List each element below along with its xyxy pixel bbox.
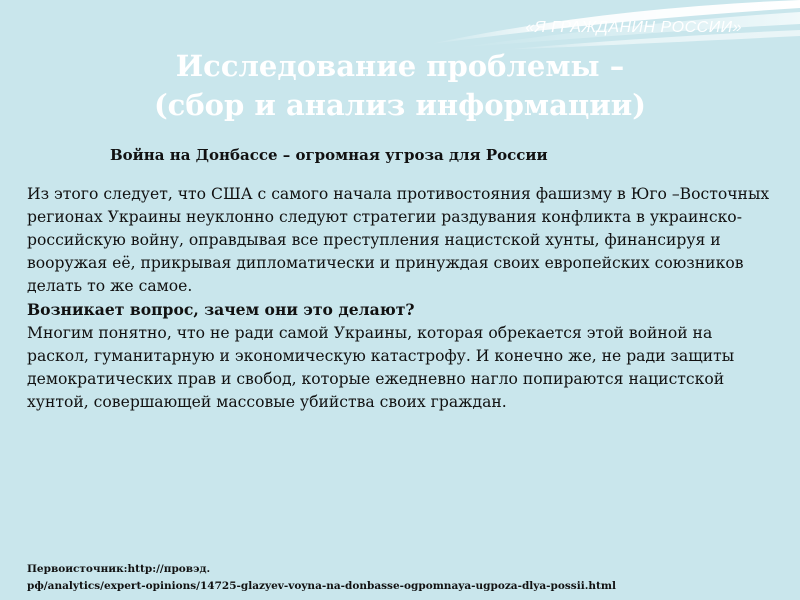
body-paragraph-2: Многим понятно, что не ради самой Украины, которая обрекается этой войной на раскол, гуманитарную и экономическую катастрофу. И конечно же, не ради защиты демократических прав и свобод, которые ежедневно нагло попираются нацистской хунтой, совершающей массовые убийства своих граждан. xyxy=(27,323,735,411)
source-line-1: Первоисточник:http://провэд. xyxy=(27,563,211,575)
header-tag: «Я ГРАЖДАНИН РОССИИ» xyxy=(525,19,742,36)
body-question: Возникает вопрос, зачем они это делают? xyxy=(27,300,415,320)
body-paragraph-1: Из этого следует, что США с самого начала противостояния фашизму в Юго –Восточных регионах Украины неуклонно следуют стратегии раздувания конфликта в украинско-российскую войну, оправдывая все преступления нацистской хунты, финансируя и вооружая её, прикрывая дипломатически и принуждая своих европейских союзников делать то же самое. xyxy=(27,185,770,296)
slide-title-line-2: (сбор и анализ информации) xyxy=(153,88,647,122)
slide-subtitle: Война на Донбассе – огромная угроза для России xyxy=(110,146,548,164)
source-url: рф/analytics/expert-opinions/14725-glazyev-voyna-na-donbasse-ogpomnaya-ugpoza-dlya-possii.html xyxy=(27,580,616,592)
source-citation xyxy=(27,561,787,595)
slide-title-line-1: Исследование проблемы – xyxy=(175,49,625,83)
body-text xyxy=(27,183,773,414)
